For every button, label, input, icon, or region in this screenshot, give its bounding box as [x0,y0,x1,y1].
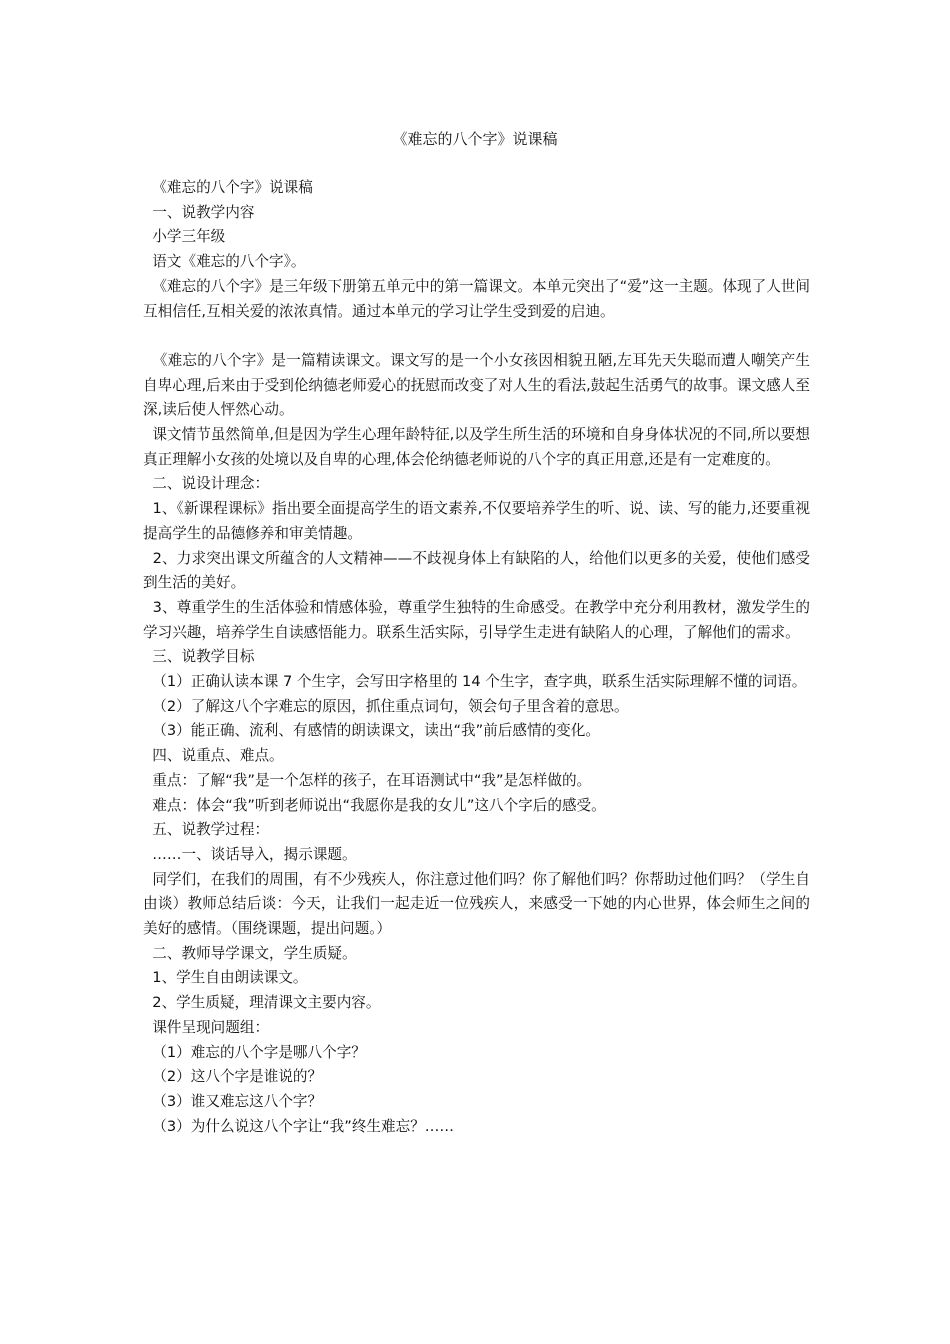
blank-line [143,324,810,349]
paragraph: （3）为什么说这八个字让“我”终生难忘？…… [143,1117,454,1135]
paragraph: 语文《难忘的八个字》。 [143,253,306,271]
paragraph: 课文情节虽然简单,但是因为学生心理年龄特征,以及学生所生活的环境和自身身体状况的不同,所以要想真正理解小女孩的处境以及自卑的心理,体会伦纳德老师说的八个字的真正用意,还是有一定难度的。 [143,426,811,468]
paragraph: 重点：了解“我”是一个怎样的孩子，在耳语测试中“我”是怎样做的。 [143,771,592,789]
paragraph: （3）能正确、流利、有感情的朗读课文，读出“我”前后感情的变化。 [143,722,600,740]
paragraph: 1、《新课程课标》指出要全面提高学生的语文素养,不仅要培养学生的听、说、读、写的能力,还要重视提高学生的品德修养和审美情趣。 [143,500,810,542]
paragraph: 《难忘的八个字》是一篇精读课文。课文写的是一个小女孩因相貌丑陋,左耳先天失聪而遭人嘲笑产生自卑心理,后来由于受到伦纳德老师爱心的抚慰而改变了对人生的看法,鼓起生活勇气的故事。课文感人至深,读后使人怦然心动。 [143,351,810,419]
document-body [143,176,810,1139]
paragraph: 2、力求突出课文所蕴含的人文精神——不歧视身体上有缺陷的人，给他们以更多的关爱，使他们感受到生活的美好。 [143,549,810,592]
paragraph: 课件呈现问题组： [143,1018,270,1036]
paragraph: 二、说设计理念： [143,475,270,493]
paragraph: 五、说教学过程： [143,821,270,839]
paragraph: （1）难忘的八个字是哪八个字？ [143,1043,366,1061]
paragraph: 《难忘的八个字》说课稿 [143,179,313,196]
paragraph: （2）这八个字是谁说的？ [143,1068,323,1086]
paragraph: 一、说教学内容 [143,203,255,221]
paragraph: 三、说教学目标 [143,648,255,666]
paragraph: （2）了解这八个字难忘的原因，抓住重点词句，领会句子里含着的意思。 [143,697,629,715]
paragraph: （1）正确认读本课 7 个生字，会写田字格里的 14 个生字，查字典，联系生活实际理解不懂的词语。 [143,673,807,691]
paragraph: 1、学生自由朗读课文。 [143,969,308,987]
paragraph: 3、尊重学生的生活体验和情感体验，尊重学生独特的生命感受。在教学中充分利用教材，激发学生的学习兴趣，培养学生自读感悟能力。联系生活实际，引导学生走进有缺陷人的心理，了解他们的需求。 [143,598,810,641]
paragraph: 同学们，在我们的周围，有不少残疾人，你注意过他们吗？你了解他们吗？你帮助过他们吗？（学生自由谈）教师总结后谈：今天，让我们一起走近一位残疾人，来感受一下她的内心世界，体会师生之间的美好的感情。（围绕课题，提出问题。） [143,870,810,938]
paragraph: 《难忘的八个字》是三年级下册第五单元中的第一篇课文。本单元突出了“爱”这一主题。体现了人世间互相信任,互相关爱的浓浓真情。通过本单元的学习让学生受到爱的启迪。 [143,277,810,320]
paragraph: 2、学生质疑，理清课文主要内容。 [143,994,381,1012]
document-title: 《难忘的八个字》说课稿 [392,130,558,148]
paragraph: ……一、谈话导入，揭示课题。 [143,845,357,863]
paragraph: 难点：体会“我”听到老师说出“我愿你是我的女儿”这八个字后的感受。 [143,796,606,814]
paragraph: 二、教师导学课文，学生质疑。 [143,944,357,962]
paragraph: 四、说重点、难点。 [143,747,284,765]
paragraph: （3）谁又难忘这八个字？ [143,1093,323,1110]
paragraph: 小学三年级 [143,228,226,246]
